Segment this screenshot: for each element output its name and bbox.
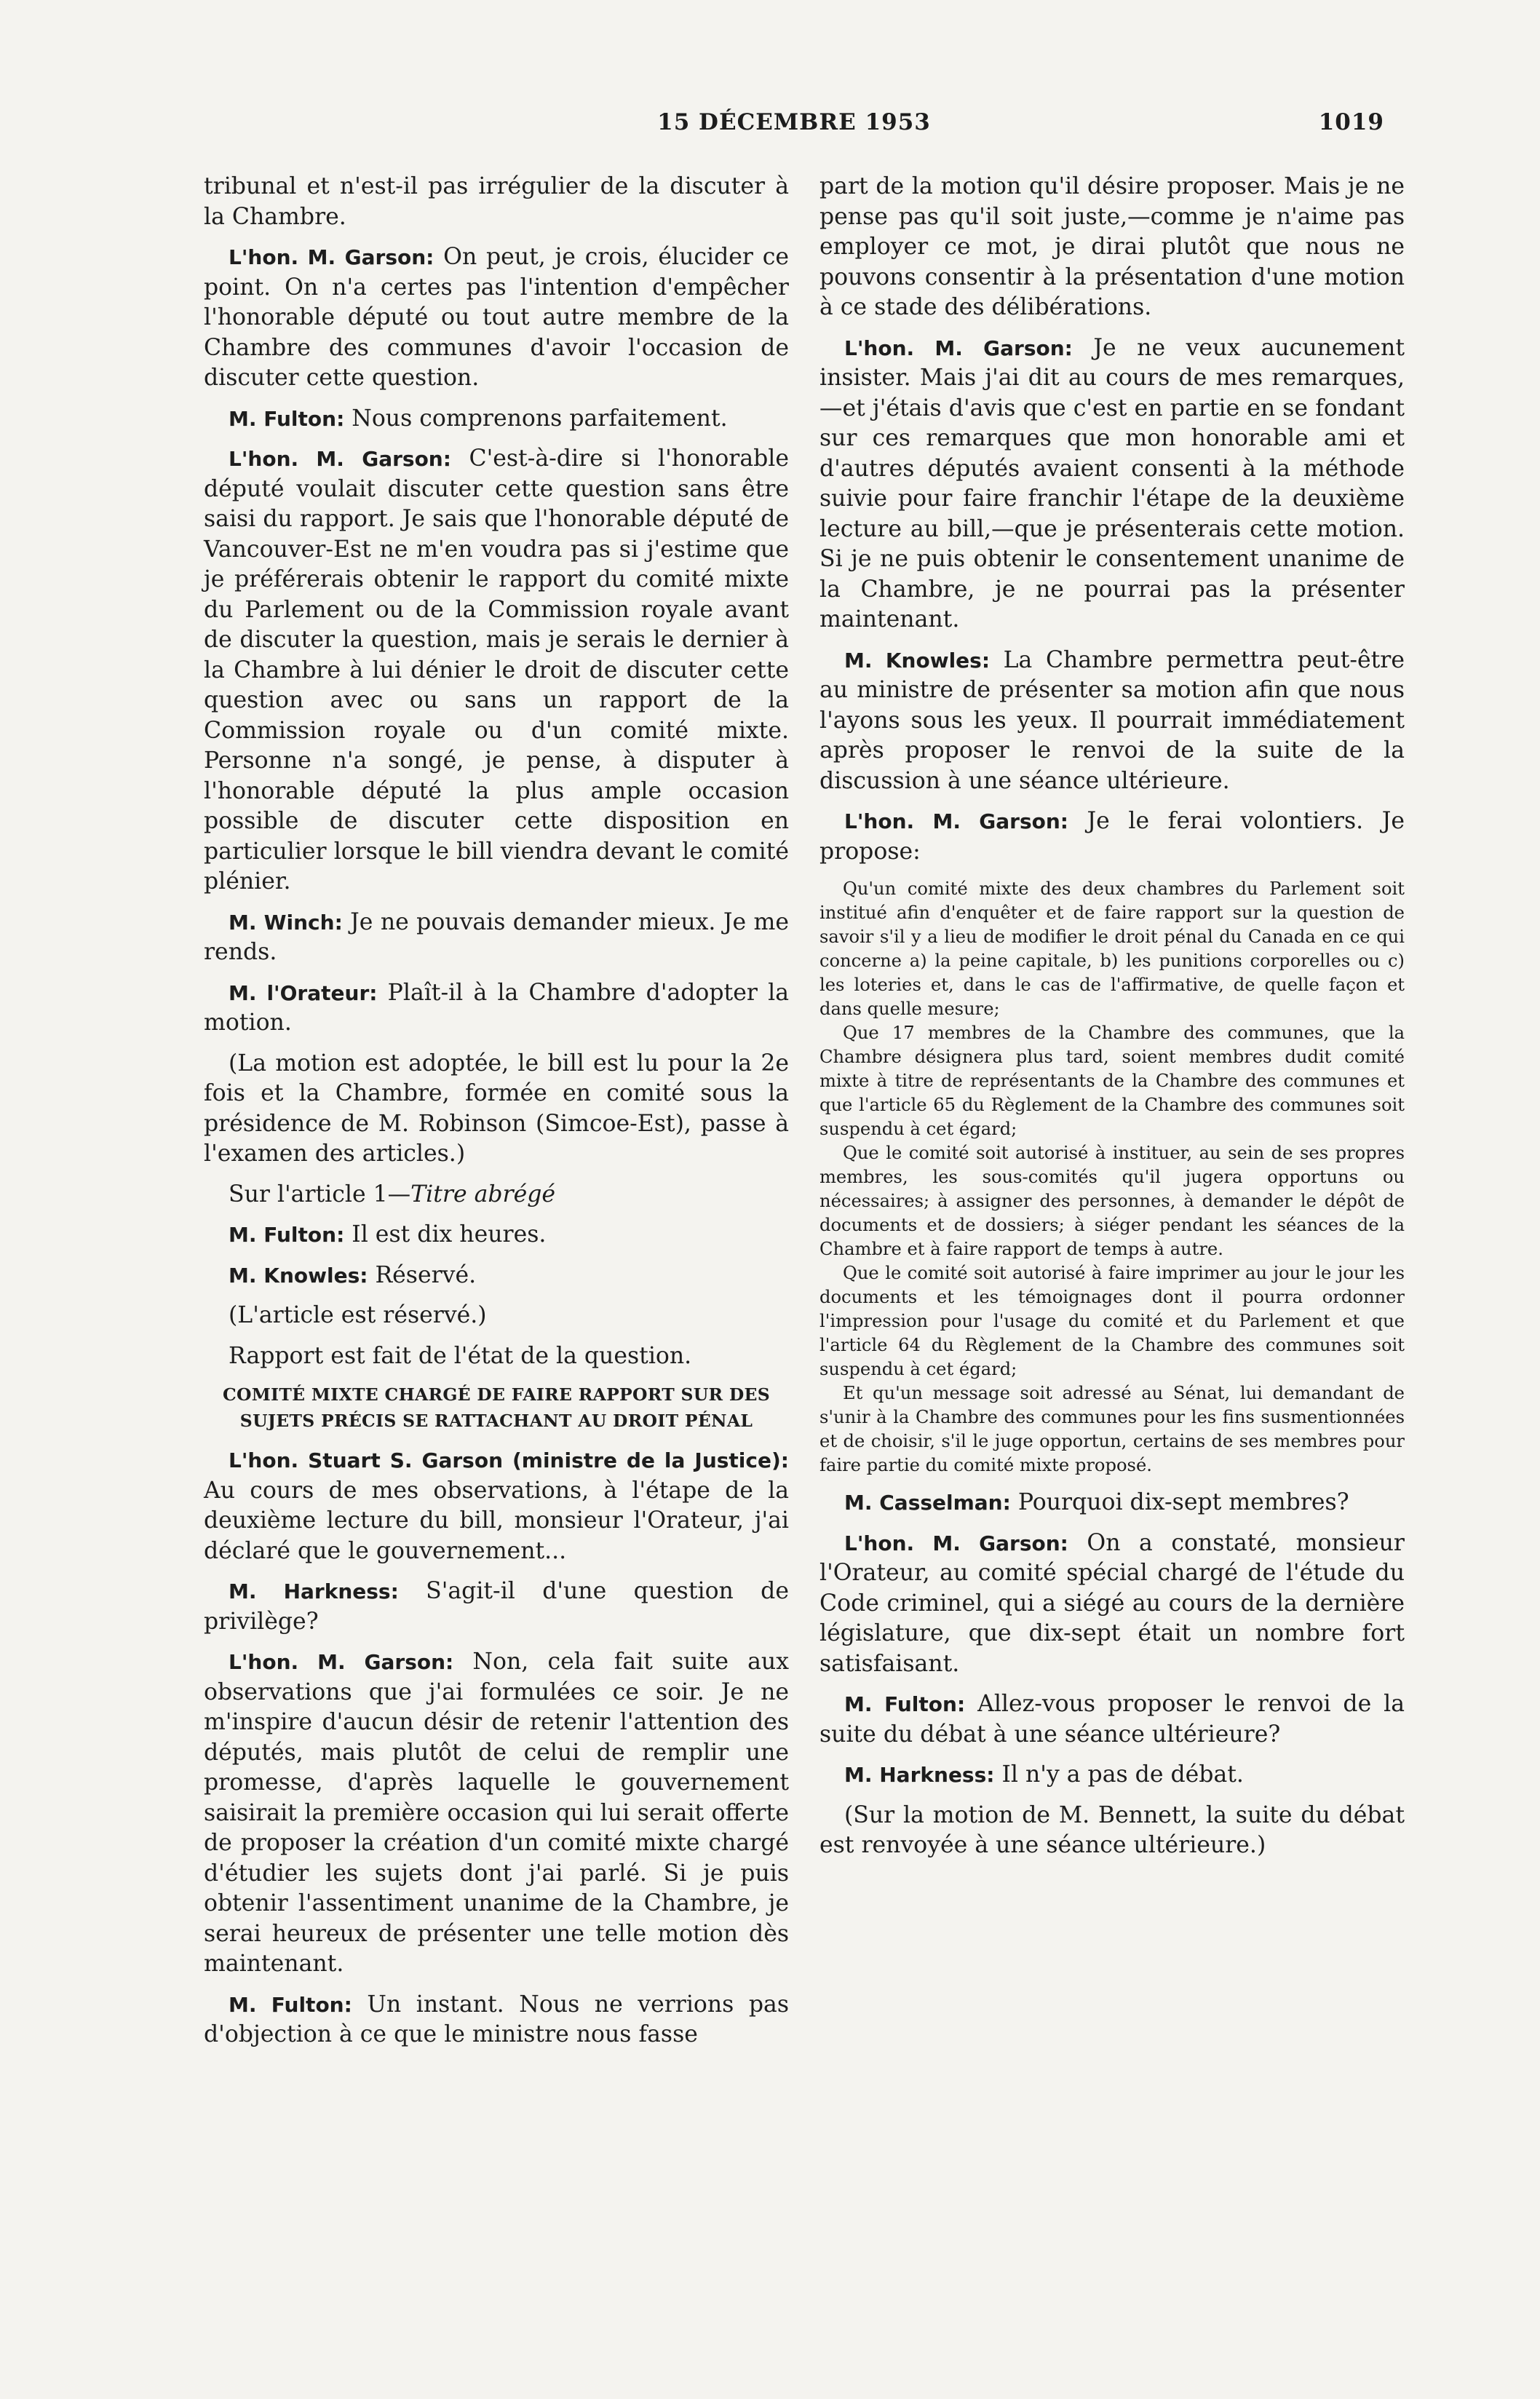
- paragraph: [204, 1180, 789, 1210]
- speaker-name: L'hon. M. Garson:: [229, 1650, 454, 1674]
- paragraph-text: Je ne veux aucunement insister. Mais j'ai dit au cours de mes remarques,—et j'étais d'avis que c'est en partie en se fondant sur ces remarques que mon honorable ami et d'autres députés avaient consenti à la méthode suivie pour faire franchir l'étape de la deuxième lecture au bill,—que je présenterais cette motion. Si je ne puis obtenir le consentement unanime de la Chambre, je ne pourrai pas la présenter maintenant.: [819, 334, 1405, 633]
- paragraph: [204, 1341, 789, 1372]
- paragraph-text: (Sur la motion de M. Bennett, la suite du débat est renvoyée à une séance ultérieure.): [819, 1801, 1405, 1858]
- motion-paragraph: Que le comité soit autorisé à faire imprimer au jour le jour les documents et les témoignages dont il pourra ordonner l'impression pour l'usage du comité et du Parlement et que l'article 64 du Règlement de la Chambre des communes soit suspendu à cet égard;: [819, 1263, 1405, 1379]
- speaker-name: L'hon. M. Garson:: [844, 1531, 1068, 1555]
- motion-paragraph: Qu'un comité mixte des deux chambres du Parlement soit institué afin d'enquêter et de faire rapport sur la question de savoir s'il y a lieu de modifier le droit pénal du Canada en ce qui concerne a) la peine capitale, b) les punitions corporelles ou c) les loteries et, dans le cas de l'affirmative, de quelle façon et dans quelle mesure;: [819, 879, 1405, 1019]
- paragraph: [204, 908, 789, 968]
- paragraph: [204, 1446, 789, 1566]
- page-number: 1019: [1318, 109, 1384, 135]
- section-heading: COMITÉ MIXTE CHARGÉ DE FAIRE RAPPORT SUR DES SUJETS PRÉCIS SE RATTACHANT AU DROIT PÉNAL: [222, 1384, 771, 1431]
- speaker-name: M. Casselman:: [844, 1491, 1011, 1515]
- paragraph-text: Je le ferai volontiers. Je propose:: [819, 808, 1405, 865]
- paragraph: [204, 1647, 789, 1980]
- speaker-name: M. Fulton:: [229, 1223, 345, 1247]
- paragraph-text: Réservé.: [368, 1261, 477, 1288]
- paragraph-text: Sur l'article 1—: [229, 1181, 411, 1208]
- left-paragraphs-after: [204, 1446, 789, 2050]
- speaker-name: M. Harkness:: [229, 1579, 399, 1603]
- motion-paragraph: Que 17 membres de la Chambre des communes, que la Chambre désignera plus tard, soient membres dudit comité mixte à titre de représentants de la Chambre des communes et que l'article 65 du Règlement de la Chambre des communes soit suspendu à cet égard;: [819, 1023, 1405, 1139]
- speaker-name: M. Fulton:: [844, 1692, 966, 1716]
- paragraph: [204, 172, 789, 232]
- right-column: [819, 172, 1405, 1871]
- paragraph-text: Plaît-il à la Chambre d'adopter la motion.: [204, 979, 789, 1036]
- paragraph-text: On a constaté, monsieur l'Orateur, au comité spécial chargé de l'étude du Code criminel, qui a siégé au cours de la dernière législature, que dix-sept était un nombre fort satisfaisant.: [819, 1529, 1405, 1677]
- paragraph: [204, 1220, 789, 1250]
- speaker-name: L'hon. M. Garson:: [229, 447, 451, 471]
- paragraph-text: Rapport est fait de l'état de la question.: [229, 1342, 692, 1369]
- speaker-name: M. Winch:: [229, 910, 343, 935]
- paragraph: [204, 1577, 789, 1637]
- paragraph-text: (L'article est réservé.): [229, 1302, 487, 1328]
- speaker-name: L'hon. Stuart S. Garson (ministre de la Justice):: [229, 1448, 789, 1472]
- motion-paragraph: Et qu'un message soit adressé au Sénat, lui demandant de s'unir à la Chambre des communes pour les fins susmentionnées et de choisir, s'il le juge opportun, certains de ses membres pour faire partie du comité mixte proposé.: [819, 1383, 1405, 1475]
- speaker-name: M. Harkness:: [844, 1763, 995, 1787]
- paragraph: [204, 1261, 789, 1291]
- paragraph: [204, 242, 789, 394]
- paragraph: [204, 1049, 789, 1170]
- paragraph-text: Il n'y a pas de débat.: [994, 1761, 1244, 1788]
- paragraph-text: Nous comprenons parfaitement.: [344, 405, 728, 432]
- paragraph: [819, 333, 1405, 635]
- page-header: [204, 109, 1384, 146]
- paragraph-text: On peut, je crois, élucider ce point. On n'a certes pas l'intention d'empêcher l'honorable député ou tout autre membre de la Chambre des communes d'avoir l'occasion de discuter cette question.: [204, 244, 789, 391]
- paragraph-text: La Chambre permettra peut-être au ministre de présenter sa motion afin que nous l'ayons sous les yeux. Il pourrait immédiatement après proposer le renvoi de la suite de la discussion à une séance ultérieure.: [819, 646, 1405, 794]
- paragraph: [819, 806, 1405, 867]
- speaker-name: L'hon. M. Garson:: [844, 809, 1068, 833]
- paragraph: [819, 1488, 1405, 1518]
- paragraph-text: C'est-à-dire si l'honorable député voulait discuter cette question sans être saisi du rapport. Je sais que l'honorable député de Vancouver-Est ne m'en voudra pas si j'estime que je préférerais obtenir le rapport du comité mixte du Parlement ou de la Commission royale avant de discuter la question, mais je serais le dernier à la Chambre à lui dénier le droit de discuter cette question avec ou sans un rapport de la Commission royale ou d'un comité mixte. Personne n'a songé, je pense, à disputer à l'honorable député la plus ample occasion possible de discuter cette disposition en particulier lorsque le bill viendra devant le comité plénier.: [204, 445, 789, 895]
- paragraph-text: Il est dix heures.: [344, 1221, 547, 1248]
- motion-paragraph: Que le comité soit autorisé à instituer, au sein de ses propres membres, les sous-comités qu'il jugera opportuns ou nécessaires; à assigner des personnes, à demander le dépôt de documents et de dossiers; à siéger pendant les séances de la Chambre et à faire rapport de temps à autre.: [819, 1143, 1405, 1259]
- paragraph-text: Pourquoi dix-sept membres?: [1010, 1489, 1349, 1515]
- paragraph: [204, 1301, 789, 1331]
- paragraph-text: Un instant. Nous ne verrions pas d'objection à ce que le ministre nous fasse: [204, 1991, 789, 2047]
- paragraph: [204, 1990, 789, 2050]
- motion-text: [819, 877, 1405, 1478]
- paragraph-text: S'agit-il d'une question de privilège?: [204, 1578, 789, 1635]
- italic-text: Titre abrégé: [410, 1181, 556, 1208]
- paragraph: [204, 978, 789, 1039]
- paragraph: [819, 1801, 1405, 1861]
- paragraph: [204, 404, 789, 435]
- paragraph: [819, 646, 1405, 797]
- paragraph: [819, 172, 1405, 323]
- paragraph-text: Allez-vous proposer le renvoi de la suite du débat à une séance ultérieure?: [819, 1691, 1405, 1748]
- paragraph: [819, 1528, 1405, 1680]
- speaker-name: M. Knowles:: [844, 648, 991, 673]
- speaker-name: M. Fulton:: [229, 1992, 352, 2017]
- paragraph-text: Non, cela fait suite aux observations que j'ai formulées ce soir. Je ne m'inspire d'aucun désir de retenir l'attention des députés, mais plutôt de celui de remplir une promesse, d'après laquelle le gouvernement saisirait la première occasion qui lui serait offerte de proposer la création d'un comité mixte chargé d'étudier les sujets dont j'ai parlé. Si je puis obtenir l'assentiment unanime de la Chambre, je serai heureux de présenter une telle motion dès maintenant.: [204, 1649, 789, 1977]
- header-date: 15 DÉCEMBRE 1953: [657, 109, 931, 135]
- right-paragraphs: [819, 172, 1405, 867]
- paragraph-text: (La motion est adoptée, le bill est lu pour la 2e fois et la Chambre, formée en comité sous la présidence de M. Robinson (Simcoe-Est), passe à l'examen des articles.): [204, 1050, 789, 1167]
- speaker-name: L'hon. M. Garson:: [229, 245, 434, 269]
- right-paragraphs-after: [819, 1488, 1405, 1861]
- paragraph: [204, 444, 789, 897]
- paragraph: [819, 1760, 1405, 1791]
- paragraph: [819, 1689, 1405, 1750]
- speaker-name: M. l'Orateur:: [229, 980, 378, 1005]
- paragraph-text: Je ne pouvais demander mieux. Je me rends.: [204, 908, 789, 965]
- speaker-name: M. Fulton:: [229, 406, 345, 431]
- speaker-name: M. Knowles:: [229, 1263, 368, 1288]
- left-column: [204, 172, 789, 2061]
- paragraph-text: part de la motion qu'il désire proposer. Mais je ne pense pas qu'il soit juste,—comme je n'aime pas employer ce mot, je dirai plutôt que nous ne pouvons consentir à la présentation d'une motion à ce stade des délibérations.: [819, 173, 1405, 320]
- left-paragraphs: [204, 172, 789, 1371]
- speaker-name: L'hon. M. Garson:: [844, 336, 1073, 360]
- paragraph-text: tribunal et n'est-il pas irrégulier de la discuter à la Chambre.: [204, 173, 789, 230]
- paragraph-text: Au cours de mes observations, à l'étape de la deuxième lecture du bill, monsieur l'Orateur, j'ai déclaré que le gouvernement...: [204, 1477, 789, 1564]
